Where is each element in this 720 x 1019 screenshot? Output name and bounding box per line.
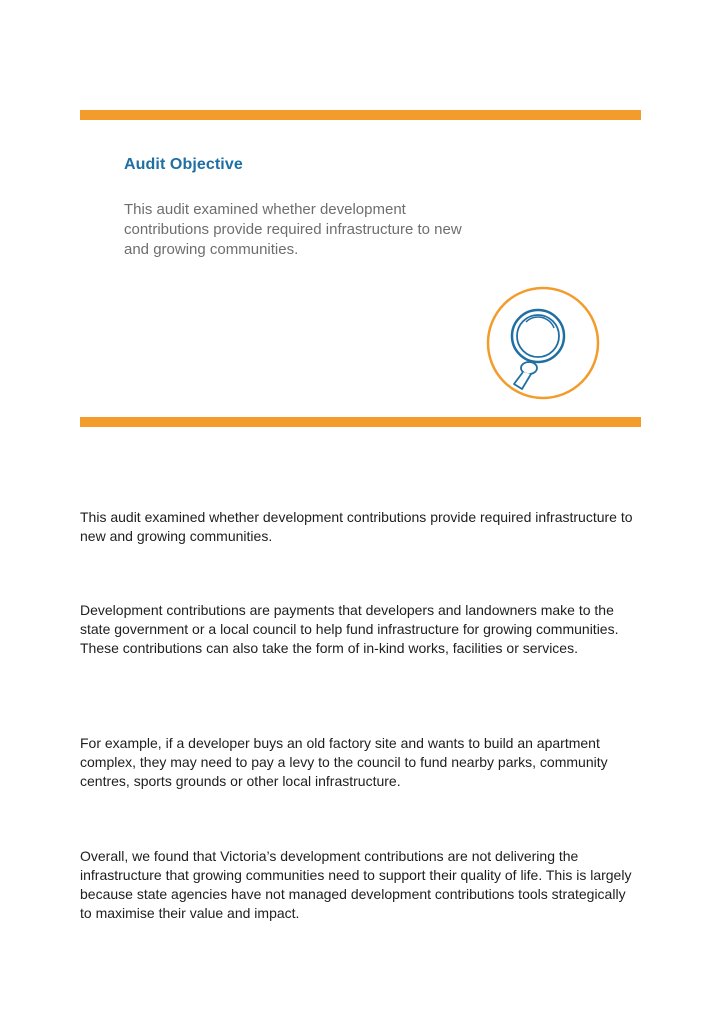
paragraph-example: For example, if a developer buys an old factory site and wants to build an apartment complex, they may need to pay a levy to the council to fund nearby parks, community centres, sports grounds or other local infrastructure. <box>80 735 608 789</box>
paragraph-conclusion: Overall, we found that Victoria’s development contributions are not delivering the infrastructure that growing communities need to support their quality of life. This is largely because state agencies have not managed development contributions tools strategically to maximise their value and impact. <box>80 848 632 921</box>
top-accent-bar <box>80 110 641 120</box>
bottom-accent-bar <box>80 417 641 427</box>
magnifying-glass-icon <box>486 286 600 400</box>
paragraph-definition: Development contributions are payments that developers and landowners make to the state government or a local council to help fund infrastructure for growing communities. These contributions can also take the form of in-kind works, facilities or services. <box>80 602 619 656</box>
box-heading: Audit Objective <box>124 156 243 173</box>
box-text: This audit examined whether development contributions provide required infrastructure to new and growing communities. <box>124 201 462 258</box>
paragraph-audit-scope: This audit examined whether development contributions provide required infrastructure to new and growing communities. <box>80 509 633 544</box>
